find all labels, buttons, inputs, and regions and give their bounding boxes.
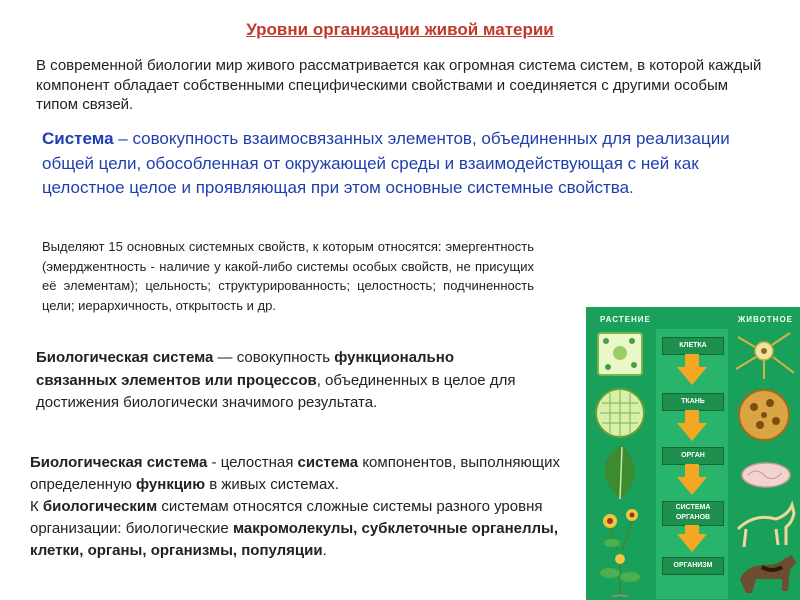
flower-icon bbox=[603, 509, 638, 551]
dog-icon bbox=[740, 555, 796, 593]
plant-cell-icon bbox=[598, 333, 642, 375]
bio-system-definition-1: Биологическая система — совокупность функционально связанных элементов или процессов, объединенных в целое для достижения биологически значимого результата. bbox=[36, 349, 516, 411]
level-tissue: ТКАНЬ bbox=[662, 393, 724, 411]
whole-plant-icon bbox=[600, 554, 640, 597]
dog-nervous-system-icon bbox=[738, 505, 794, 547]
system-definition-text: – совокупность взаимосвязанных элементов, объединенных для реализации общей цели, обособленная от окружающей среды и взаимодействующая с ней как целостное целое и проявляющая при этом основные системные свойства. bbox=[42, 129, 730, 197]
page-title: Уровни организации живой материи bbox=[246, 20, 554, 39]
bio-system-definition-2: Биологическая система - целостная система компонентов, выполняющих определенную функцию в живых системах. К биологическим системам относятся сложные системы разного уровня организации: биологические макромолекулы, субклеточные органеллы, клетки, органы, организмы, популяции. bbox=[30, 454, 560, 559]
down-arrow-icon bbox=[677, 367, 707, 385]
brain-icon bbox=[742, 463, 790, 487]
leaf-icon bbox=[604, 445, 634, 499]
animal-tissue-icon bbox=[739, 390, 789, 440]
neuron-icon bbox=[736, 333, 794, 379]
animal-illustrations bbox=[732, 329, 798, 597]
system-term: Система bbox=[42, 129, 114, 148]
arrow-stem bbox=[685, 354, 699, 368]
bio-system-term: Биологическая система bbox=[36, 349, 214, 366]
level-organ: ОРГАН bbox=[662, 447, 724, 465]
arrow-stem bbox=[685, 410, 699, 424]
down-arrow-icon bbox=[677, 477, 707, 495]
arrow-stem bbox=[685, 464, 699, 478]
down-arrow-icon bbox=[677, 423, 707, 441]
plant-tissue-icon bbox=[596, 389, 644, 437]
intro-paragraph: В современной биологии мир живого рассматривается как огромная система систем, в которой каждый компонент обладает собственными специфическими свойствами и соединяется с другими особым типом связей. bbox=[36, 57, 762, 113]
system-properties-paragraph: Выделяют 15 основных системных свойств, к которым относятся: эмергентность (эмерджентность - наличие у какой-либо системы особых свойств, не присущих её элементам); цельность; структурированность; целостность; подчиненность цели; иерархичность, открытость и др. bbox=[42, 239, 534, 313]
plant-illustrations bbox=[592, 329, 652, 597]
plant-column-header: РАСТЕНИЕ bbox=[600, 315, 651, 324]
level-organism: ОРГАНИЗМ bbox=[662, 557, 724, 575]
level-organ-system: СИСТЕМА ОРГАНОВ bbox=[662, 501, 724, 526]
system-definition bbox=[42, 127, 772, 201]
organization-levels-diagram bbox=[586, 307, 800, 600]
animal-column-header: ЖИВОТНОЕ bbox=[738, 315, 794, 324]
level-cell: КЛЕТКА bbox=[662, 337, 724, 355]
down-arrow-icon bbox=[677, 534, 707, 552]
